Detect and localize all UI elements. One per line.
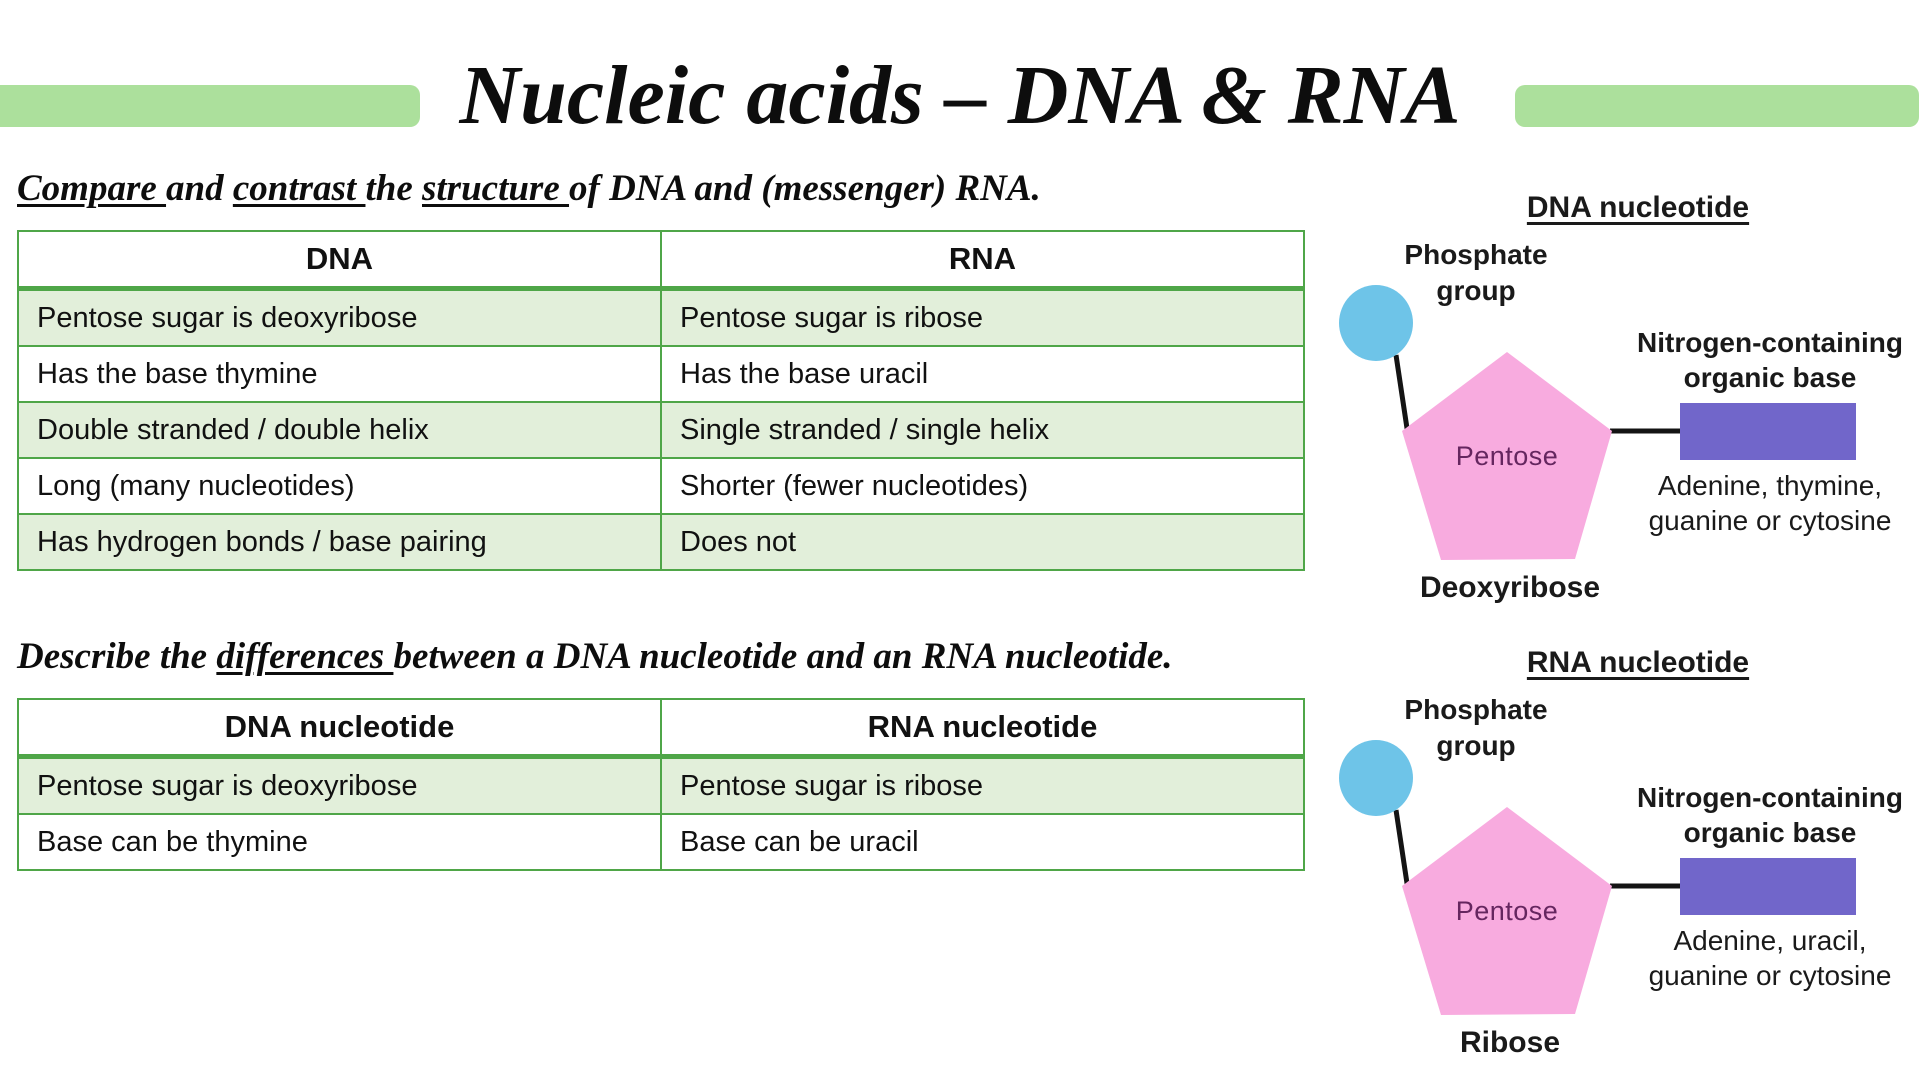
table-row	[18, 346, 1304, 402]
question-fragment: of DNA and (messenger) RNA.	[569, 168, 1041, 209]
table-row	[18, 514, 1304, 570]
nucleotide-comparison-table	[17, 698, 1305, 871]
question-fragment: and	[166, 168, 233, 209]
table-header-row	[18, 699, 1304, 757]
title-accent-bar-left	[0, 85, 420, 127]
table-cell: Base can be thymine	[18, 814, 661, 870]
sugar-name-label: Deoxyribose	[1419, 571, 1601, 604]
table-row	[18, 402, 1304, 458]
question-fragment: between a DNA nucleotide and an RNA nucleotide.	[393, 636, 1173, 677]
table-row	[18, 757, 1304, 815]
table-cell: Pentose sugar is ribose	[661, 757, 1304, 815]
table-cell: Long (many nucleotides)	[18, 458, 661, 514]
question-fragment: the	[365, 168, 422, 209]
table-cell: Pentose sugar is ribose	[661, 289, 1304, 347]
table-cell: Pentose sugar is deoxyribose	[18, 289, 661, 347]
phosphate-group-label: Phosphate group	[1404, 239, 1548, 306]
table-row	[18, 814, 1304, 870]
question-fragment: structure	[422, 168, 570, 209]
column-header: DNA	[18, 231, 661, 289]
diagram-heading: DNA nucleotide	[1526, 191, 1750, 224]
sugar-name-label: Ribose	[1459, 1026, 1561, 1059]
table-cell: Base can be uracil	[661, 814, 1304, 870]
dna-nucleotide-diagram	[1320, 185, 1920, 630]
table-cell: Does not	[661, 514, 1304, 570]
question-fragment: Describe the	[17, 636, 217, 677]
column-header: RNA nucleotide	[661, 699, 1304, 757]
nitrogen-base-label: Nitrogen-containing organic base	[1637, 782, 1903, 848]
question-fragment: contrast	[232, 168, 366, 209]
table-row	[18, 458, 1304, 514]
column-header: DNA nucleotide	[18, 699, 661, 757]
organic-base-rect	[1680, 858, 1856, 915]
column-header: RNA	[661, 231, 1304, 289]
base-examples-label: Adenine, thymine, guanine or cytosine	[1648, 470, 1892, 536]
phosphate-bond-line	[1396, 355, 1408, 435]
pentose-label: Pentose	[1455, 896, 1559, 926]
phosphate-group-label: Phosphate group	[1404, 694, 1548, 761]
table-cell: Has the base uracil	[661, 346, 1304, 402]
table-header-row	[18, 231, 1304, 289]
table-cell: Has hydrogen bonds / base pairing	[18, 514, 661, 570]
rna-nucleotide-diagram	[1320, 640, 1920, 1080]
phosphate-bond-line	[1396, 810, 1408, 890]
question-nucleotide-differences	[17, 634, 1357, 680]
pentose-label: Pentose	[1455, 441, 1559, 471]
diagram-heading: RNA nucleotide	[1526, 646, 1750, 679]
table-cell: Single stranded / single helix	[661, 402, 1304, 458]
nitrogen-base-label: Nitrogen-containing organic base	[1637, 327, 1903, 393]
organic-base-rect	[1680, 403, 1856, 460]
table-cell: Shorter (fewer nucleotides)	[661, 458, 1304, 514]
title-accent-bar-right	[1515, 85, 1919, 127]
table-cell: Pentose sugar is deoxyribose	[18, 757, 661, 815]
table-cell: Has the base thymine	[18, 346, 661, 402]
dna-rna-comparison-table	[17, 230, 1305, 571]
table-row	[18, 289, 1304, 347]
base-examples-label: Adenine, uracil, guanine or cytosine	[1648, 925, 1892, 991]
table-cell: Double stranded / double helix	[18, 402, 661, 458]
question-fragment: differences	[216, 636, 394, 677]
question-fragment: Compare	[17, 168, 167, 209]
question-compare-contrast	[17, 166, 1357, 212]
page-title: Nucleic acids – DNA & RNA	[459, 49, 1461, 142]
